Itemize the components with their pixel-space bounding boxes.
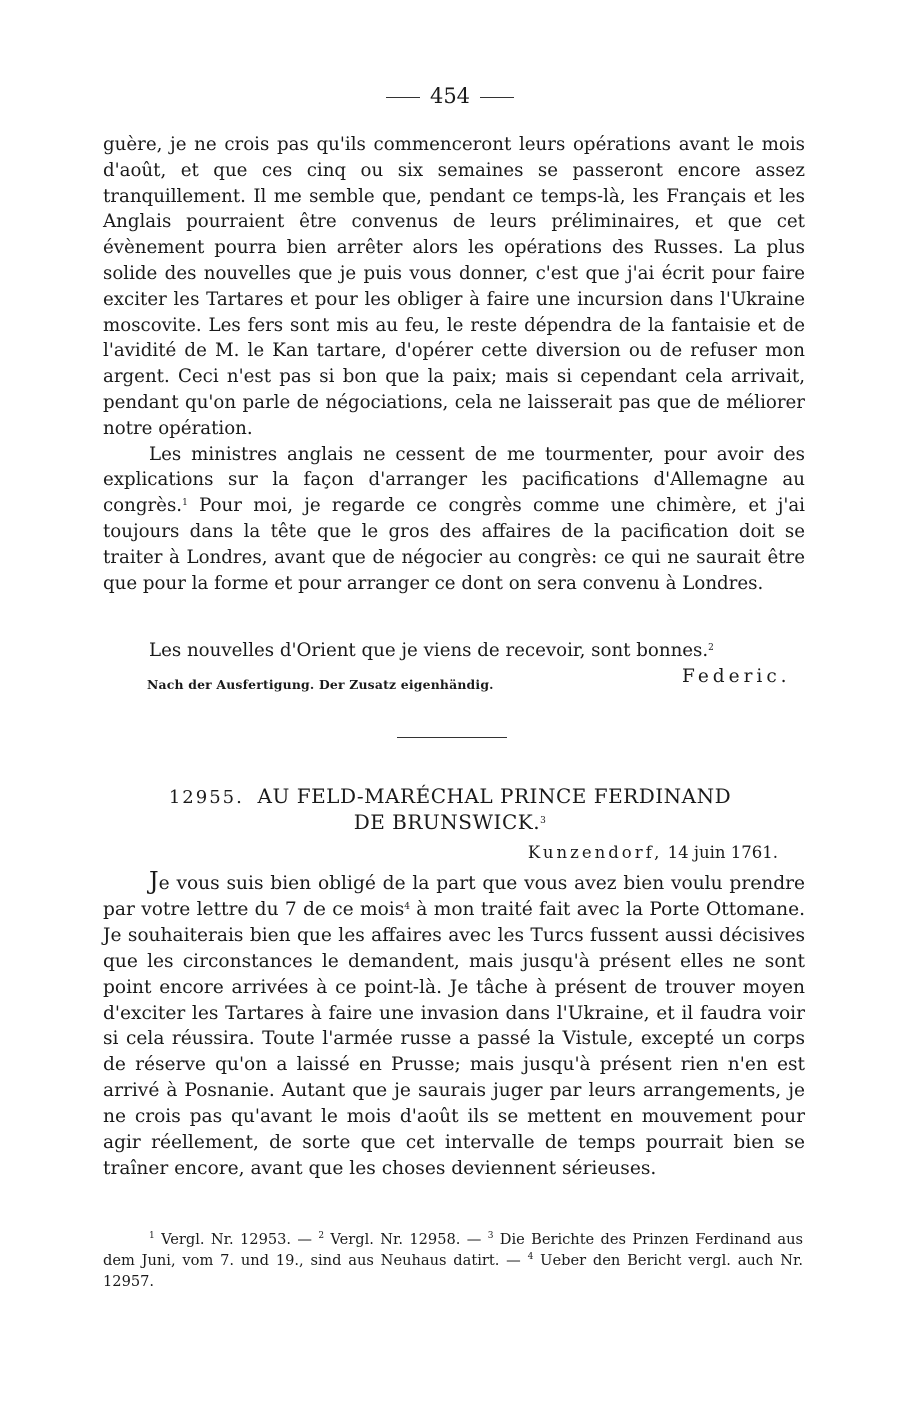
signature: Federic.	[682, 666, 791, 687]
letter-1-paragraph-1: guère, je ne crois pas qu'ils commenceront leurs opérations avant le mois d'août, et que ces cinq ou six semaines se passeront encore assez tranquillement. Il me semble que, pendant ce temps-là, les Français et les Anglais pourraient être convenus de leurs préliminaires, et que cet évènement pourra bien arrêter alors les opérations des Russes. La plus solide des nouvelles que je puis vous donner, c'est que j'ai écrit pour faire exciter les Tartares et pour les obliger à faire une incursion dans l'Ukraine moscovite. Les fers sont mis au feu, le reste dépendra de la fantaisie et de l'avidité de M. le Kan tartare, d'opérer cette diversion ou de refuser mon argent. Ceci n'est pas si bon que la paix; mais si cependant cela arrivait, pendant qu'on parle de négociations, cela ne laisserait pas que de méliorer notre opération.	[103, 134, 805, 439]
footnote-1-mark: 1	[149, 1231, 155, 1241]
footnote-1-text: Vergl. Nr. 12953. —	[154, 1231, 319, 1248]
footnote-mark-4: 4	[404, 901, 410, 912]
section-divider	[397, 737, 507, 738]
title-line-1: AU FELD-MARÉCHAL PRINCE FERDINAND	[257, 784, 732, 808]
letter-1-paragraph-2	[103, 442, 805, 597]
letter-2-body-part-b: à mon traité fait avec la Porte Ottomane. Je souhaiterais bien que les affaires avec les Turcs fussent aussi décisives que les circonstances le demandent, mais jusqu'à présent elles ne sont point encore arrivées à ce point-là. Je tâche à présent de trouver moyen d'exciter les Tartares à faire une invasion dans l'Ukraine, et il faudra voir si cela réussira. Toute l'armée russe a passé la Vistule, excepté un corps de réserve qu'on a laissé en Prusse; mais jusqu'à présent rien n'en est arrivé à Posnanie. Autant que je saurais juger par leurs arrangements, je ne crois pas qu'avant le mois d'août ils se mettent en mouvement pour agir réellement, de sorte que cet intervalle de temps pourrait bien se traîner encore, avant que les choses deviennent sérieuses.	[103, 898, 805, 1179]
page-number: 454	[429, 84, 471, 108]
footnotes	[103, 1229, 803, 1292]
place-and-date	[528, 843, 778, 862]
header-dash-right	[480, 97, 514, 98]
letter-2-paragraph	[103, 869, 805, 1182]
place: Kunzendorf,	[527, 843, 663, 862]
footnote-2-mark: 2	[318, 1231, 325, 1241]
closing-text: Les nouvelles d'Orient que je viens de recevoir, sont bonnes.	[149, 640, 709, 661]
letter-2-body	[103, 869, 805, 1182]
footnote-4-mark: 4	[527, 1252, 534, 1262]
letter-1-body	[103, 132, 805, 596]
footnote-3-mark: 3	[487, 1231, 494, 1241]
footnote-paragraph	[103, 1229, 803, 1292]
footnote-mark-1: 1	[182, 498, 188, 509]
letter-2-title-line-2	[90, 810, 810, 834]
footnote-mark-2: 2	[708, 643, 714, 653]
initial-letter: J	[149, 867, 159, 895]
footnote-mark-3: 3	[540, 816, 547, 826]
header-dash-left	[386, 97, 420, 98]
title-line-2: DE BRUNSWICK.	[353, 810, 541, 834]
letter-1-paragraph-2-part-a: Les ministres anglais ne cessent de me tourmenter, pour avoir des explications sur la façon d'arranger les pacifications d'Allemagne au congrès.	[103, 443, 805, 517]
source-note: Nach der Ausfertigung. Der Zusatz eigenhändig.	[147, 677, 494, 692]
date: 14 juin 1761.	[667, 843, 778, 862]
footnote-2-text: Vergl. Nr. 12958. —	[324, 1231, 488, 1248]
letter-2-body-part-a: e vous suis bien obligé de la part que vous avez bien voulu prendre par votre lettre du 7 de ce mois	[103, 873, 805, 920]
footnote-3-text: Die Berichte des Prinzen Ferdinand aus dem Juni, vom 7. und 19., sind aus Neuhaus datirt. —	[103, 1231, 803, 1269]
letter-1-closing	[149, 638, 714, 663]
page-header	[0, 86, 900, 107]
footnote-4-text: Ueber den Bericht vergl. auch Nr. 12957.	[103, 1252, 803, 1290]
letter-1-paragraph-2-part-b: Pour moi, je regarde ce congrès comme une chimère, et j'ai toujours dans la tête que le gros des affaires de la pacification doit se traiter à Londres, avant que de négocier au congrès: ce qui ne saurait être que pour la forme et pour arranger ce dont on sera convenu à Londres.	[103, 495, 805, 594]
letter-2-title-line-1	[90, 784, 810, 808]
letter-number: 12955.	[168, 787, 244, 808]
